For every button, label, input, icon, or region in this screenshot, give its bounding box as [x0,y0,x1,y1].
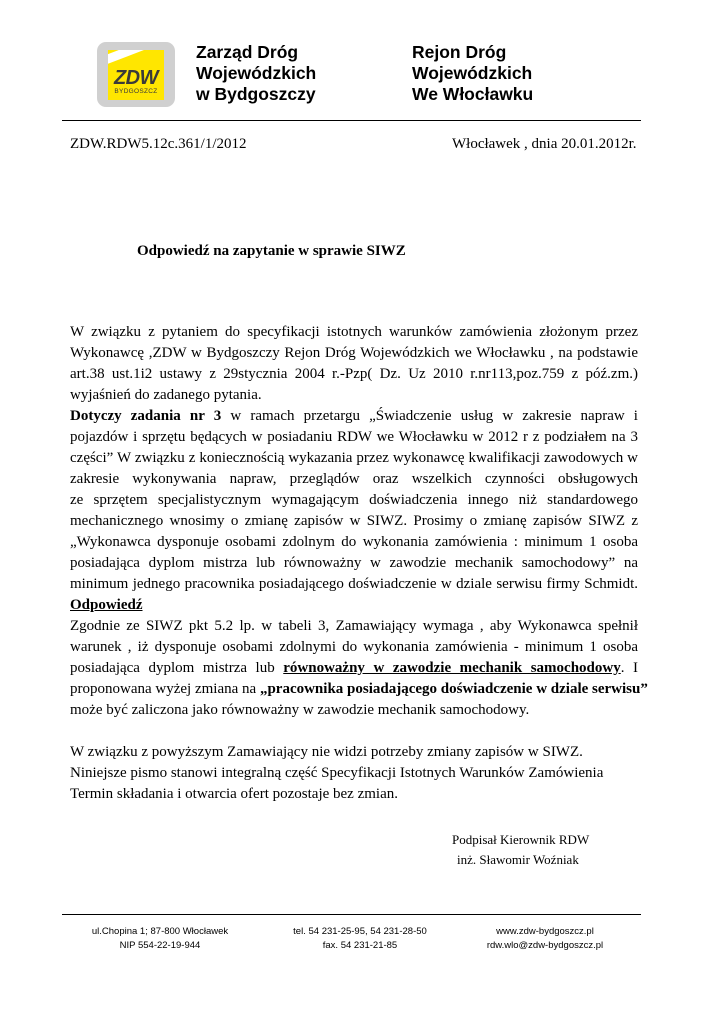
footer-email-link[interactable]: rdw.wlo@zdw-bydgoszcz.pl [486,940,604,951]
footer-address [70,925,250,953]
body-line: „Wykonawca dysponuje osobami zdolnym do wykonania zamówienia : minimum 1 osoba [70,534,638,550]
body-line: posiadająca dyplom mistrza lub równoważny w zawodzie mechanik samochodowy” na [70,555,638,571]
answer-line-4 [70,679,648,700]
header-left-line: Wojewódzkich [196,63,317,83]
answer-l3-bold: równoważny w zawodzie mechanik samochodowy [283,660,621,676]
header-right-line: Rejon Dróg [412,42,507,62]
answer-l3-post: . I [620,660,638,676]
footer-fax: fax. 54 231-21-85 [322,940,398,951]
header-left-line: w Bydgoszczy [196,84,316,104]
answer-line: Zgodnie ze SIWZ pkt 5.2 lp. w tabeli 3, Zamawiający wymaga , aby Wykonawca spełnił [70,618,638,634]
footer-web [455,925,635,953]
body-line: zakresie wykonywania napraw, przeglądów oraz wszelkich czynności obsługowych [70,471,638,487]
footer-nip: NIP 554-22-19-944 [119,940,201,951]
logo-road-stripe [108,50,164,65]
body-line: ze sprzętem specjalistycznym wymagającym doświadczenia innego niż standardowego [70,492,638,508]
footer-divider [62,914,641,915]
body-line: wyjaśnień do zadanego pytania. [70,387,262,403]
question-last-line [70,574,638,595]
question-first-rest: w ramach przetargu „Świadczenie usług w zakresie napraw i [230,408,638,424]
closing-line: Termin składania i otwarcia ofert pozostaje bez zmian. [70,786,398,802]
answer-l3-pre: posiadająca dyplom mistrza lub [70,660,284,676]
question-first-line [70,406,638,427]
answer-l4-bold: „pracownika posiadającego doświadczenie w dziale serwisu” [259,681,648,697]
logo-badge [108,50,164,100]
footer-tel: tel. 54 231-25-95, 54 231-28-50 [293,926,427,937]
answer-line-5: może być zaliczona jako równoważny w zawodzie mechanik samochodowy. [70,702,530,718]
header-left-line: Zarząd Dróg [196,42,299,62]
header-divider [62,120,641,121]
question-last-text: minimum jednego pracownika posiadającego doświadczenie w dziale serwisu firmy Schmidt. [70,576,638,592]
body-line: Wykonawcę ,ZDW w Bydgoszczy Rejon Dróg Wojewódzkich we Włocławku , na podstawie [70,345,638,361]
footer-website-link[interactable]: www.zdw-bydgoszcz.pl [496,926,594,937]
body-line: pojazdów i sprzętu będących w posiadaniu RDW we Włocławku w 2012 r z podziałem na 3 [70,429,638,445]
footer-phone [270,925,450,953]
header-right-line: Wojewódzkich [412,63,533,83]
answer-l4-pre: proponowana wyżej zmiana na [70,681,260,697]
place-date: Włocławek , dnia 20.01.2012r. [452,136,637,152]
closing-line: W związku z powyższym Zamawiający nie widzi potrzeby zmiany zapisów w SIWZ. [70,744,583,760]
header-right-line: We Włocławku [412,84,534,104]
body-line: mechanicznego wnosimy o zmianę zapisów w SIWZ. Prosimy o zmianę zapisów SIWZ z [70,513,638,529]
header-right-title [412,42,533,105]
header-left-title [196,42,316,105]
signature-name: inż. Sławomir Woźniak [457,852,579,867]
body-line: art.38 ust.1i2 ustawy z 29stycznia 2004 r.-Pzp( Dz. Uz 2010 r.nr113,poz.759 z póź.zm.) [70,366,638,382]
signature-title: Podpisał Kierownik RDW [452,832,590,847]
body-line: W związku z pytaniem do specyfikacji istotnych warunków zamówienia złożonym przez [70,324,638,340]
logo-text: ZDW [113,66,159,89]
footer-address-line: ul.Chopina 1; 87-800 Włocławek [91,926,229,937]
body-line: części” W związku z koniecznością wykazania przez wykonawcę kwalifikacji zawodowych w [70,450,638,466]
answer-heading: Odpowiedź [70,597,143,613]
letter-subject: Odpowiedź na zapytanie w sprawie SIWZ [137,243,406,259]
answer-line: warunek , iż dysponuje osobami zdolnymi do wykonania zamówienia - minimum 1 osoba [70,639,638,655]
answer-line-3 [70,658,638,679]
closing-line: Niniejsze pismo stanowi integralną część Specyfikacji Istotnych Warunków Zamówienia [70,765,604,781]
logo-subtext: BYDGOSZCZ [114,87,158,95]
zdw-logo [97,42,175,107]
question-task-label: Dotyczy zadania nr 3 [70,408,222,424]
reference-number: ZDW.RDW5.12c.361/1/2012 [70,136,247,152]
